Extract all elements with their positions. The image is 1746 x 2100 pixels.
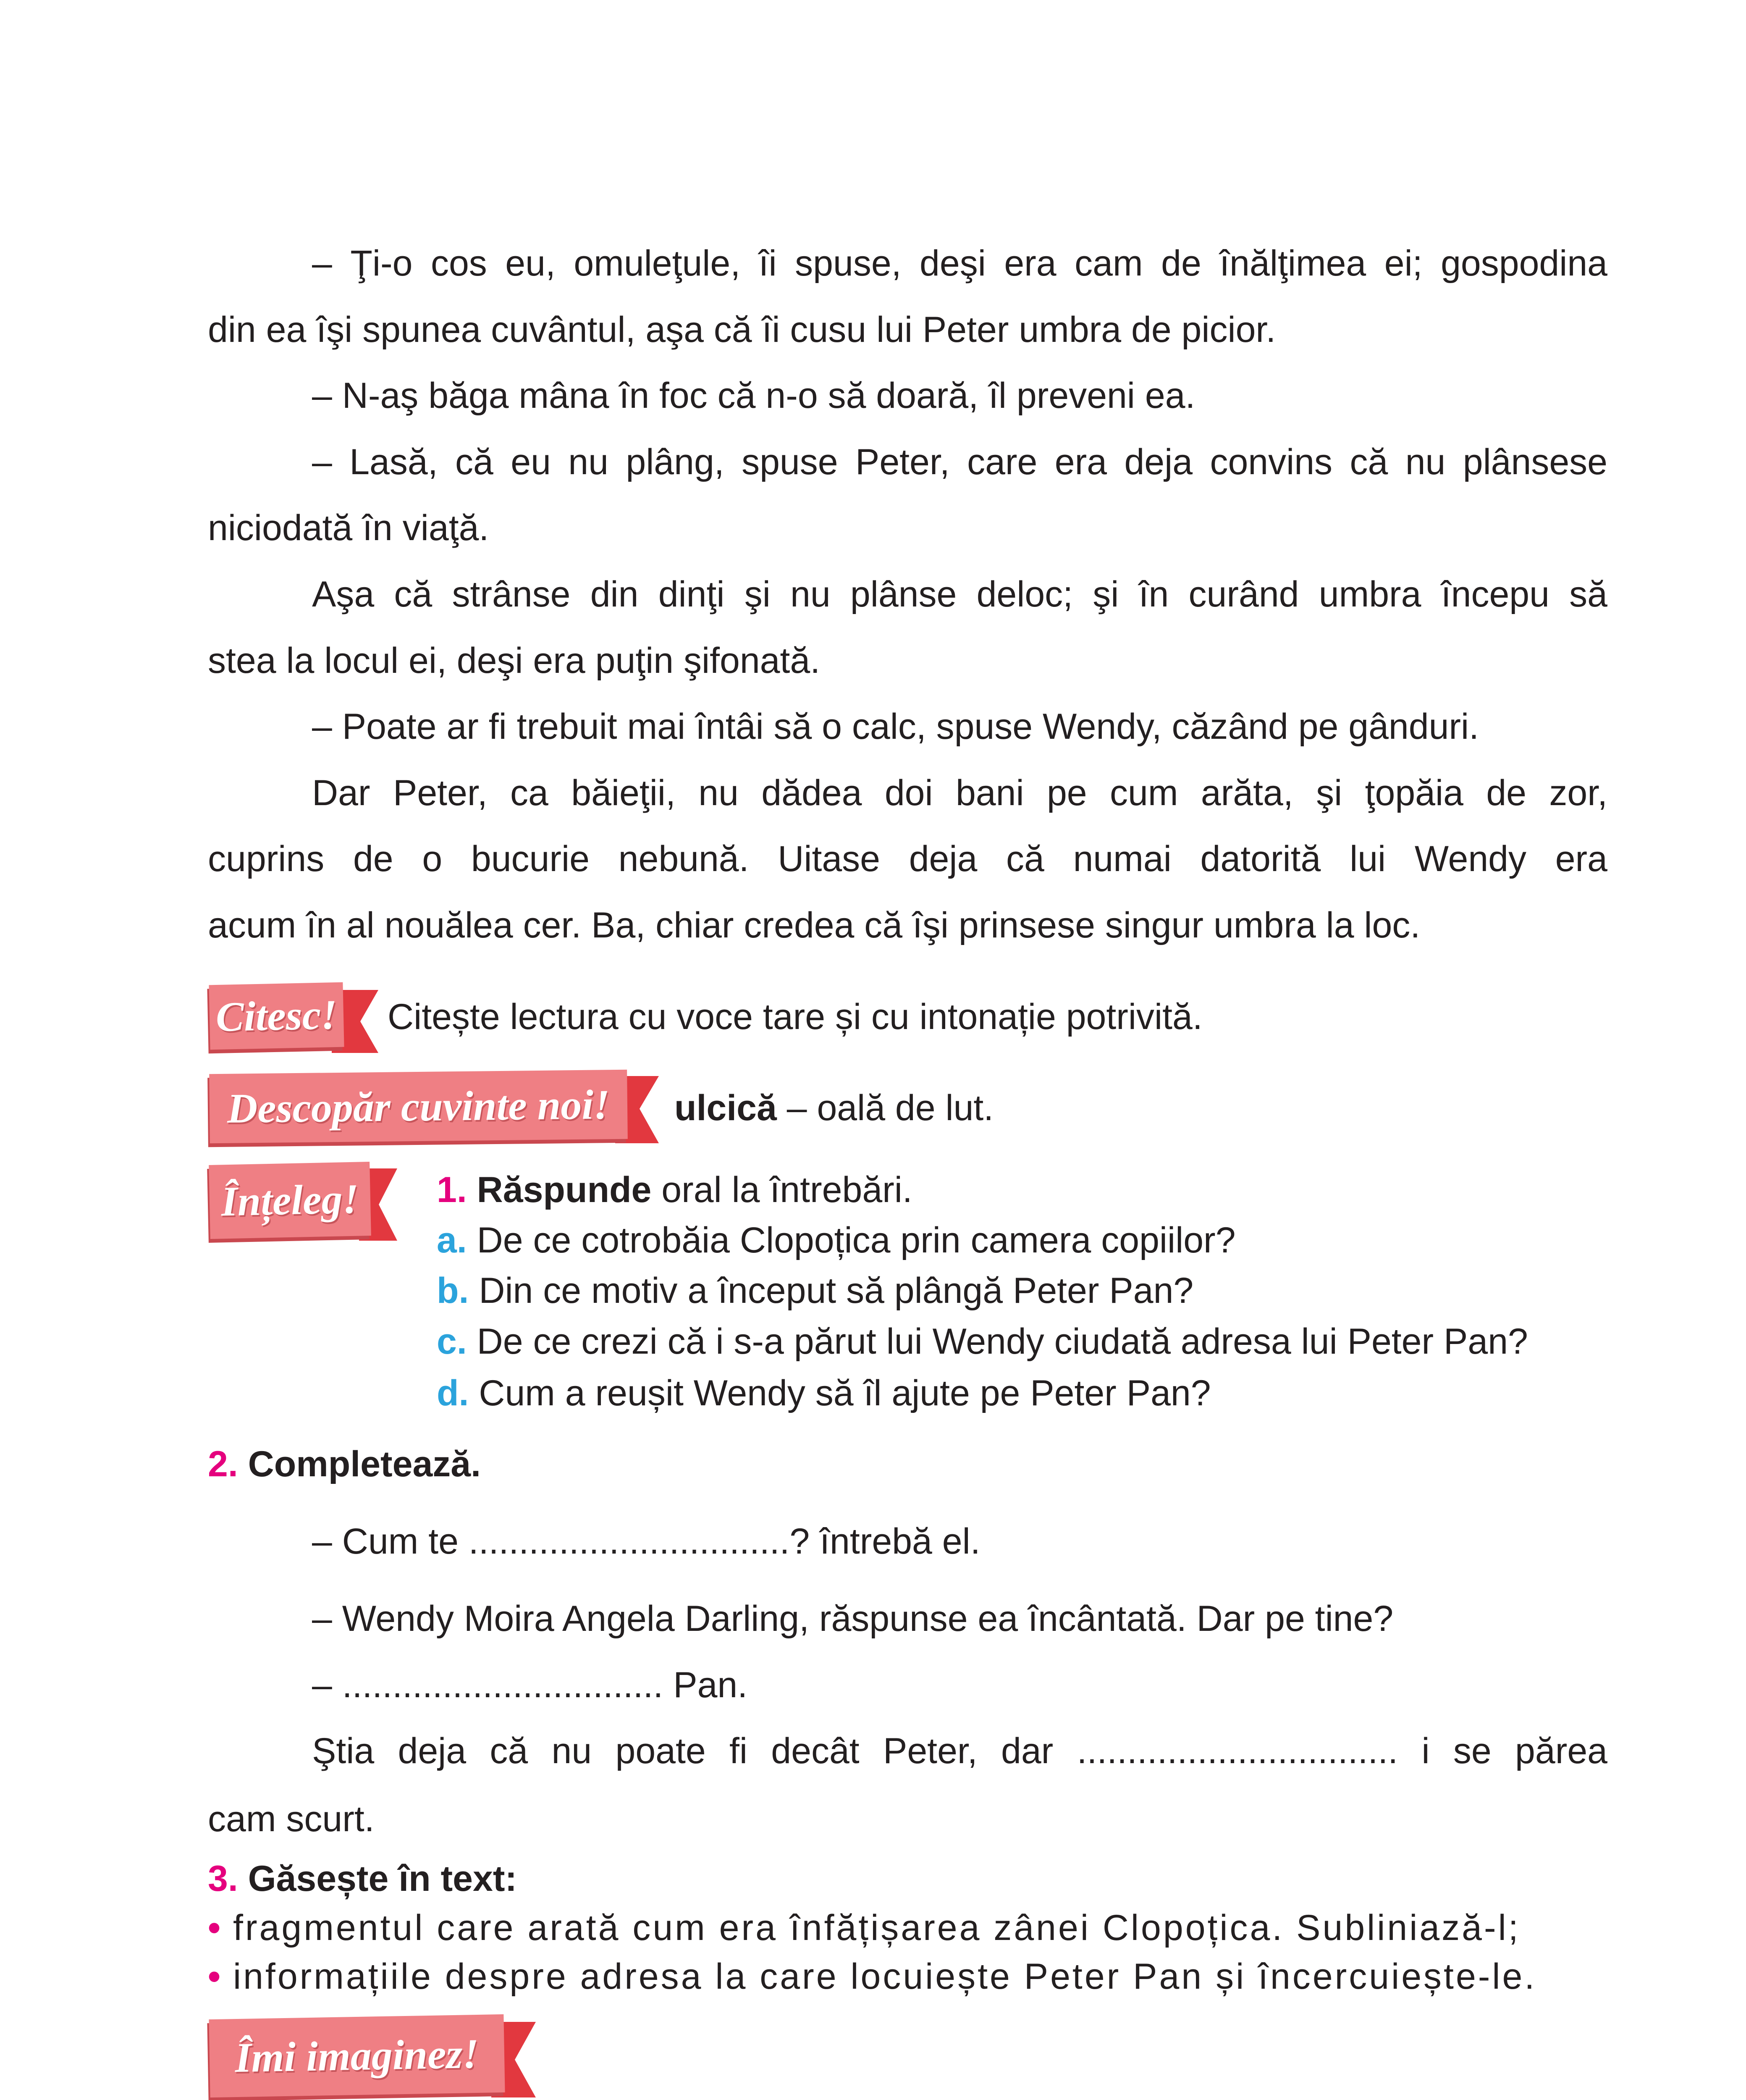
question-text: Cum a reușit Wendy să îl ajute pe Peter Pan? (479, 1373, 1211, 1413)
story-line: Dar Peter, ca băieţii, nu dădea doi bani pe cum arăta, şi ţopăia de zor, (312, 773, 1607, 813)
descopar-label: Descopăr cuvinte noi! (227, 1081, 610, 1132)
story-line: – Poate ar fi trebuit mai întâi să o calc, spuse Wendy, căzând pe gânduri. (312, 706, 1479, 747)
task-number: 3. (208, 1858, 238, 1899)
bullet-item (208, 1956, 1536, 1998)
story-line: din ea îşi spunea cuvântul, aşa că îi cusu lui Peter umbra de picior. (208, 310, 1276, 350)
vocabulary-entry (674, 1087, 994, 1129)
story-line: Aşa că strânse din dinţi şi nu plânse deloc; şi în curând umbra începu să (312, 574, 1607, 614)
citesc-banner (206, 979, 382, 1058)
story-line: niciodată în viaţă. (208, 508, 489, 548)
story-line: acum în al nouălea cer. Ba, chiar credea că îşi prinsese singur umbra la loc. (208, 905, 1421, 945)
inteleg-banner (206, 1158, 403, 1247)
task-instruction: oral la întrebări. (661, 1170, 912, 1210)
imaginez-label: Îmi imaginez! (234, 2030, 480, 2082)
vocabulary-definition: – oală de lut. (786, 1088, 994, 1128)
question-item (437, 1270, 1193, 1312)
task-title: Completează. (248, 1444, 481, 1484)
task-1-heading (437, 1169, 912, 1211)
descopar-banner (206, 1067, 663, 1151)
question-item (437, 1372, 1211, 1414)
question-text: De ce crezi că i s-a părut lui Wendy ciudată adresa lui Peter Pan? (477, 1321, 1528, 1362)
fill-in-line: – Cum te ................................? întrebă el. (312, 1521, 980, 1562)
task-3-heading (208, 1858, 517, 1900)
bullet-icon: • (208, 1908, 221, 1948)
task-number: 1. (437, 1170, 467, 1210)
question-letter: b. (437, 1270, 469, 1311)
task-number: 2. (208, 1444, 238, 1484)
citesc-label: Citesc! (215, 991, 338, 1041)
bullet-text: fragmentul care arată cum era înfățișarea zânei Clopoțica. Subliniază-l; (233, 1908, 1521, 1948)
question-text: Din ce motiv a început să plângă Peter Pan? (479, 1270, 1194, 1311)
fill-in-line: – Wendy Moira Angela Darling, răspunse ea încântată. Dar pe tine? (312, 1599, 1394, 1639)
bullet-item (208, 1907, 1521, 1949)
fill-in-line: cam scurt. (208, 1799, 375, 1839)
task-verb: Răspunde (477, 1170, 652, 1210)
task-title: Găsește în text: (248, 1858, 517, 1899)
inteleg-label: Înțeleg! (220, 1175, 359, 1225)
story-line: – N-aş băga mâna în foc că n-o să doară, îl preveni ea. (312, 375, 1195, 416)
bullet-icon: • (208, 1956, 221, 1997)
fill-in-line: – ................................ Pan. (312, 1665, 748, 1705)
story-line: cuprins de o bucurie nebună. Uitase deja că numai datorită lui Wendy era (208, 839, 1607, 879)
citesc-instruction: Citește lectura cu voce tare și cu intonație potrivită. (388, 997, 1203, 1037)
fill-in-line: Ştia deja că nu poate fi decât Peter, dar ................................ i se părea (312, 1731, 1607, 1771)
question-text: De ce cotrobăia Clopoțica prin camera copiilor? (477, 1220, 1236, 1260)
question-letter: c. (437, 1321, 467, 1362)
vocabulary-term: ulcică (674, 1088, 777, 1128)
bullet-text: informațiile despre adresa la care locuiește Peter Pan și încercuiește-le. (233, 1956, 1537, 1997)
story-line: – Ţi-o cos eu, omuleţule, îi spuse, deşi era cam de înălţimea ei; gospodina (312, 243, 1607, 284)
task-2-heading (208, 1443, 481, 1485)
question-item (437, 1320, 1528, 1362)
question-letter: a. (437, 1220, 467, 1260)
imaginez-banner (206, 2012, 542, 2100)
story-line: stea la locul ei, deşi era puţin şifonată. (208, 640, 821, 681)
story-line: – Lasă, că eu nu plâng, spuse Peter, care era deja convins că nu plânsese (312, 442, 1607, 482)
question-letter: d. (437, 1373, 469, 1413)
question-item (437, 1219, 1236, 1261)
